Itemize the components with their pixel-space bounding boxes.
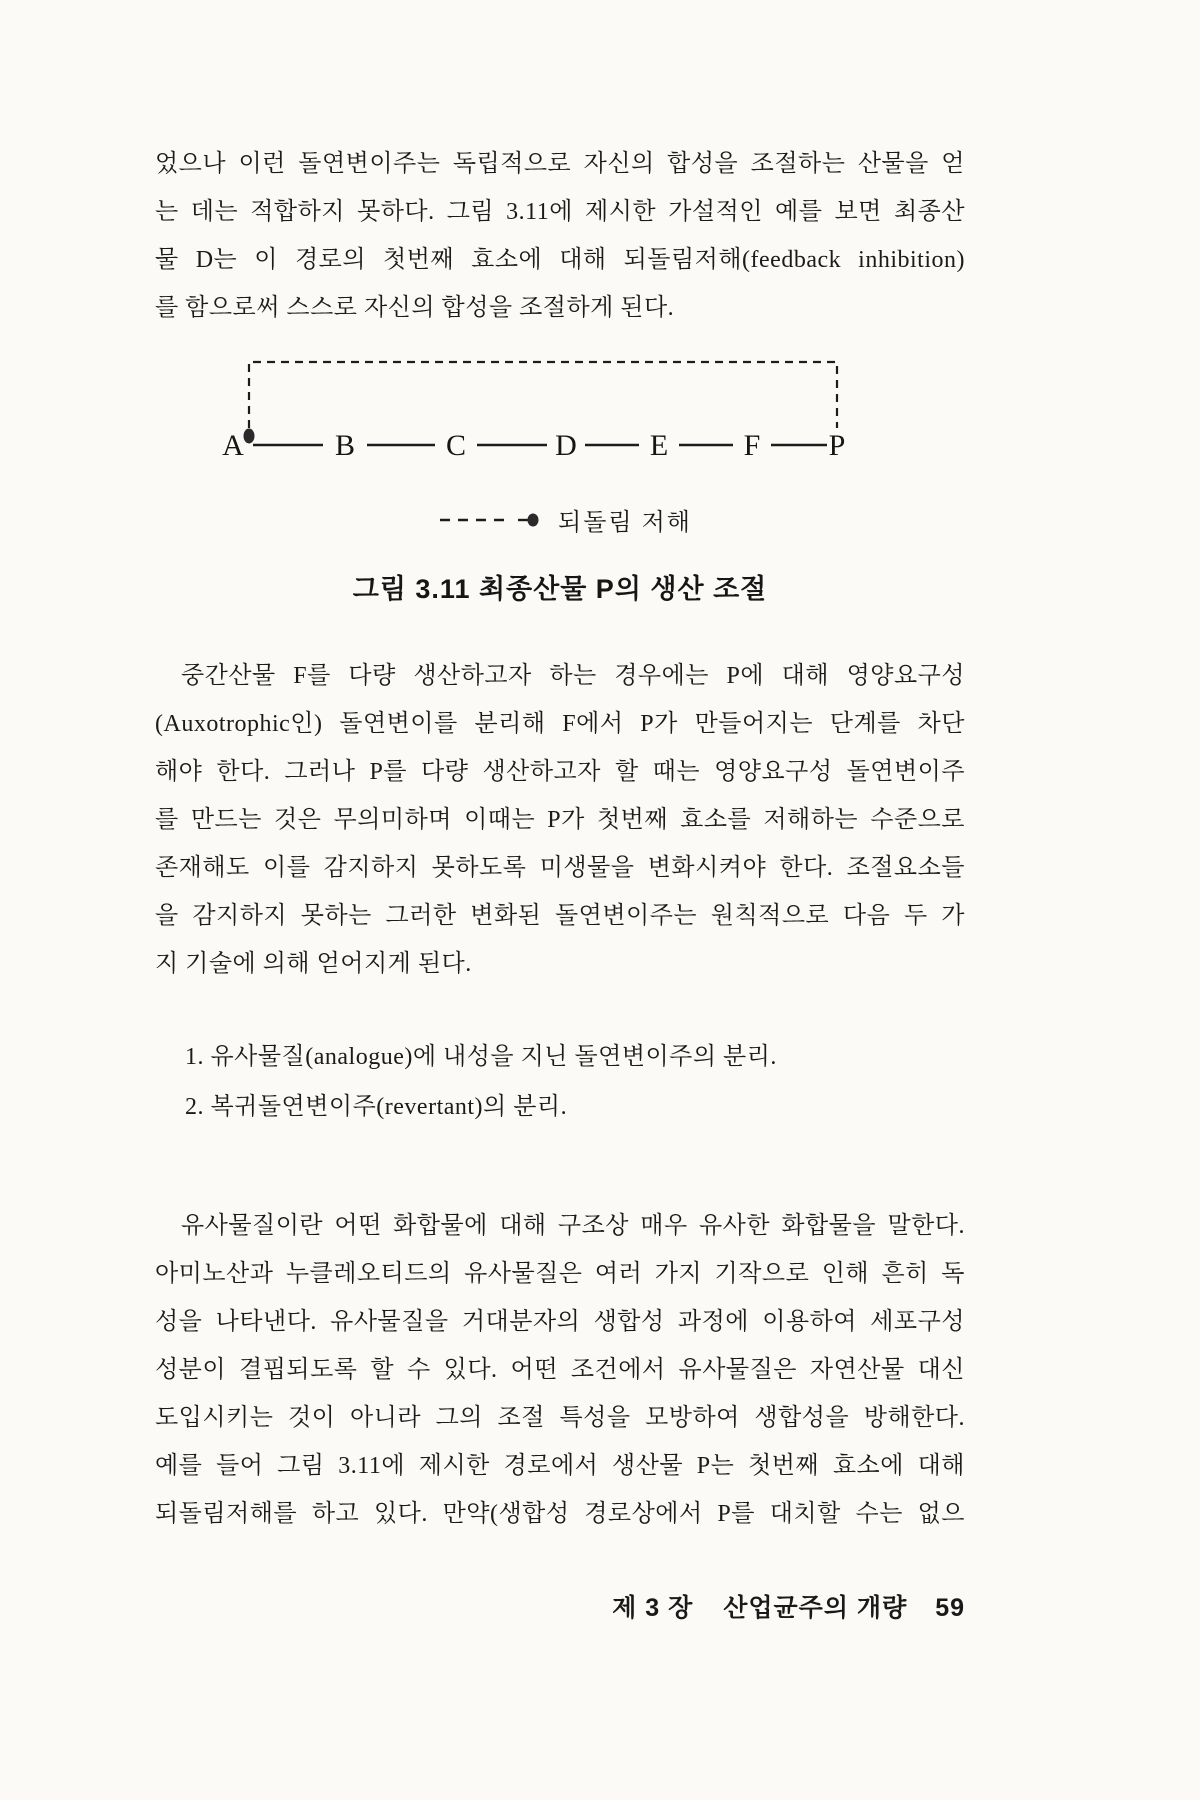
paragraph-3 [155, 1202, 965, 1538]
footer-page-number: 59 [935, 1594, 965, 1622]
footer-section-title: 산업균주의 개량 [723, 1594, 908, 1622]
text-line: 성분이 결핍되도록 할 수 있다. 어떤 조건에서 유사물질은 자연산물 대신 [155, 1357, 965, 1383]
figure-node-label-A: A [222, 429, 244, 462]
text-line: (Auxotrophic인) 돌연변이를 분리해 F에서 P가 만들어지는 단계를 차단 [155, 711, 965, 737]
text-line: 중간산물 F를 다량 생산하고자 하는 경우에는 P에 대해 영양요구성 [181, 663, 965, 689]
text-line: 아미노산과 누클레오티드의 유사물질은 여러 가지 기작으로 인해 흔히 독 [155, 1261, 965, 1287]
figure-node-label-P: P [828, 429, 846, 462]
feedback-inhibition-dot [244, 429, 255, 444]
text-line: 를 만드는 것은 무의미하며 이때는 P가 첫번째 효소를 저해하는 수준으로 [155, 807, 965, 833]
text-line: 물 D는 이 경로의 첫번째 효소에 대해 되돌림저해(feedback inhibition) [155, 247, 965, 273]
text-line: 되돌림저해를 하고 있다. 만약(생합성 경로상에서 P를 대치할 수는 없으 [155, 1501, 965, 1527]
text-line: 었으나 이런 돌연변이주는 독립적으로 자신의 합성을 조절하는 산물을 얻 [155, 151, 965, 177]
figure-3-11 [155, 348, 965, 606]
list-item: 2. 복귀돌연변이주(revertant)의 분리. [185, 1094, 568, 1120]
legend-dashed-arrow-icon [438, 510, 542, 530]
text-line: 예를 들어 그림 3.11에 제시한 경로에서 생산물 P는 첫번째 효소에 대해 [155, 1453, 965, 1479]
figure-node-label-C: C [445, 429, 467, 462]
text-line: 해야 한다. 그러나 P를 다량 생산하고자 할 때는 영양요구성 돌연변이주 [155, 759, 965, 785]
feedback-loop-dashed-line [249, 362, 837, 428]
figure-node-label-E: E [649, 429, 669, 462]
figure-node-label-B: B [334, 429, 356, 462]
text-line: 성을 나타낸다. 유사물질을 거대분자의 생합성 과정에 이용하여 세포구성 [155, 1309, 965, 1335]
figure-caption: 그림 3.11 최종산물 P의 생산 조절 [352, 574, 768, 604]
numbered-list [185, 1032, 965, 1132]
figure-node-label-D: D [555, 429, 577, 462]
text-line: 지 기술에 의해 얻어지게 된다. [155, 951, 472, 977]
legend-label: 되돌림 저해 [558, 510, 692, 536]
text-line: 는 데는 적합하지 못하다. 그림 3.11에 제시한 가설적인 예를 보면 최종산 [155, 199, 965, 225]
text-line: 를 함으로써 스스로 자신의 합성을 조절하게 된다. [155, 295, 675, 321]
text-line: 유사물질이란 어떤 화합물에 대해 구조상 매우 유사한 화합물을 말한다. [181, 1213, 965, 1239]
footer-chapter: 제 3 장 [612, 1594, 694, 1622]
list-item: 1. 유사물질(analogue)에 내성을 지닌 돌연변이주의 분리. [185, 1044, 777, 1070]
figure-legend [165, 502, 965, 537]
figure-node-label-F: F [743, 429, 761, 462]
text-line: 존재해도 이를 감지하지 못하도록 미생물을 변화시켜야 한다. 조절요소들 [155, 855, 965, 881]
paragraph-1 [155, 140, 965, 332]
text-line: 도입시키는 것이 아니라 그의 조절 특성을 모방하여 생합성을 방해한다. [155, 1405, 965, 1431]
page-footer [155, 1588, 965, 1624]
paragraph-2 [155, 652, 965, 988]
pathway-diagram [221, 348, 869, 470]
text-line: 을 감지하지 못하는 그러한 변화된 돌연변이주는 원칙적으로 다음 두 가 [155, 903, 965, 929]
